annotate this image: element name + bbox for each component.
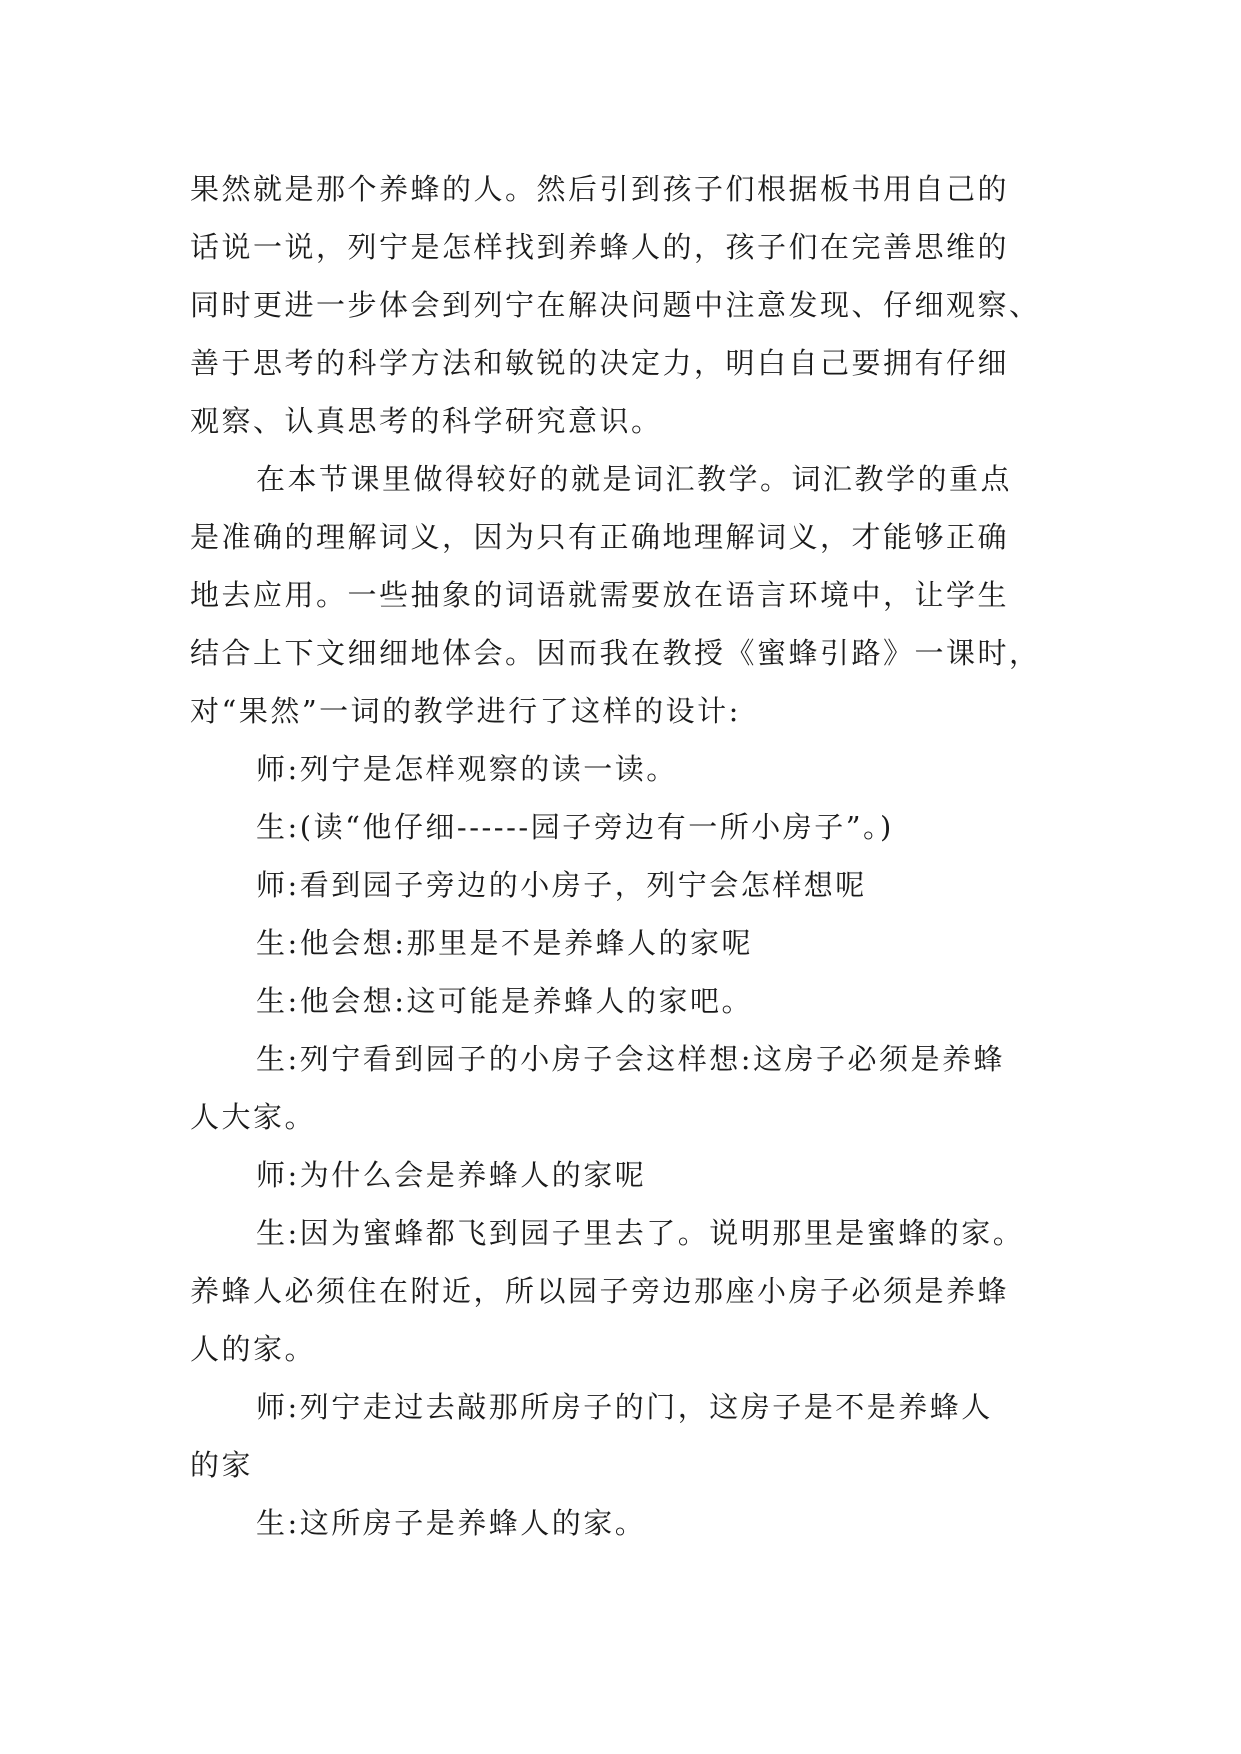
text-line: 结合上下文细细地体会。因而我在教授《蜜蜂引路》一课时， bbox=[190, 636, 1041, 670]
paragraph bbox=[190, 740, 1090, 798]
paragraph bbox=[190, 972, 1090, 1030]
text-line: 生:他会想:这可能是养蜂人的家吧。 bbox=[256, 984, 754, 1018]
text-line: 观察、认真思考的科学研究意识。 bbox=[190, 404, 663, 438]
text-line: 生:因为蜜蜂都飞到园子里去了。说明那里是蜜蜂的家。 bbox=[256, 1216, 1025, 1250]
text-line: 师:列宁是怎样观察的读一读。 bbox=[256, 752, 678, 786]
text-line: 同时更进一步体会到列宁在解决问题中注意发现、仔细观察、 bbox=[190, 288, 1041, 322]
text-line: 生:这所房子是养蜂人的家。 bbox=[256, 1506, 647, 1540]
text-line: 对“果然”一词的教学进行了这样的设计: bbox=[190, 694, 741, 728]
paragraph bbox=[190, 450, 1090, 740]
text-line: 是准确的理解词义，因为只有正确地理解词义，才能够正确 bbox=[190, 520, 1010, 554]
paragraph bbox=[190, 160, 1090, 450]
text-line: 师:看到园子旁边的小房子，列宁会怎样想呢 bbox=[256, 868, 867, 902]
text-line: 人的家。 bbox=[190, 1332, 317, 1366]
paragraph bbox=[190, 1378, 1090, 1494]
text-line: 养蜂人必须住在附近，所以园子旁边那座小房子必须是养蜂 bbox=[190, 1274, 1010, 1308]
text-line: 善于思考的科学方法和敏锐的决定力，明白自己要拥有仔细 bbox=[190, 346, 1010, 380]
text-line: 话说一说，列宁是怎样找到养蜂人的，孩子们在完善思维的 bbox=[190, 230, 1010, 264]
paragraph bbox=[190, 1146, 1090, 1204]
text-line: 师:列宁走过去敲那所房子的门，这房子是不是养蜂人 bbox=[256, 1390, 993, 1424]
text-line: 人大家。 bbox=[190, 1100, 317, 1134]
text-line: 果然就是那个养蜂的人。然后引到孩子们根据板书用自己的 bbox=[190, 172, 1010, 206]
text-line: 的家 bbox=[190, 1448, 254, 1482]
paragraph bbox=[190, 798, 1090, 856]
text-line: 地去应用。一些抽象的词语就需要放在语言环境中，让学生 bbox=[190, 578, 1010, 612]
paragraph bbox=[190, 1204, 1090, 1378]
paragraph bbox=[190, 856, 1090, 914]
text-line: 生:他会想:那里是不是养蜂人的家呢 bbox=[256, 926, 754, 960]
paragraph bbox=[190, 1030, 1090, 1146]
text-line: 师:为什么会是养蜂人的家呢 bbox=[256, 1158, 647, 1192]
paragraph bbox=[190, 914, 1090, 972]
text-line: 生:列宁看到园子的小房子会这样想:这房子必须是养蜂 bbox=[256, 1042, 1006, 1076]
document-body bbox=[190, 160, 1090, 1552]
paragraph bbox=[190, 1494, 1090, 1552]
text-line: 在本节课里做得较好的就是词汇教学。词汇教学的重点 bbox=[256, 462, 1013, 496]
text-line: 生:(读“他仔细------园子旁边有一所小房子”。) bbox=[256, 810, 894, 844]
